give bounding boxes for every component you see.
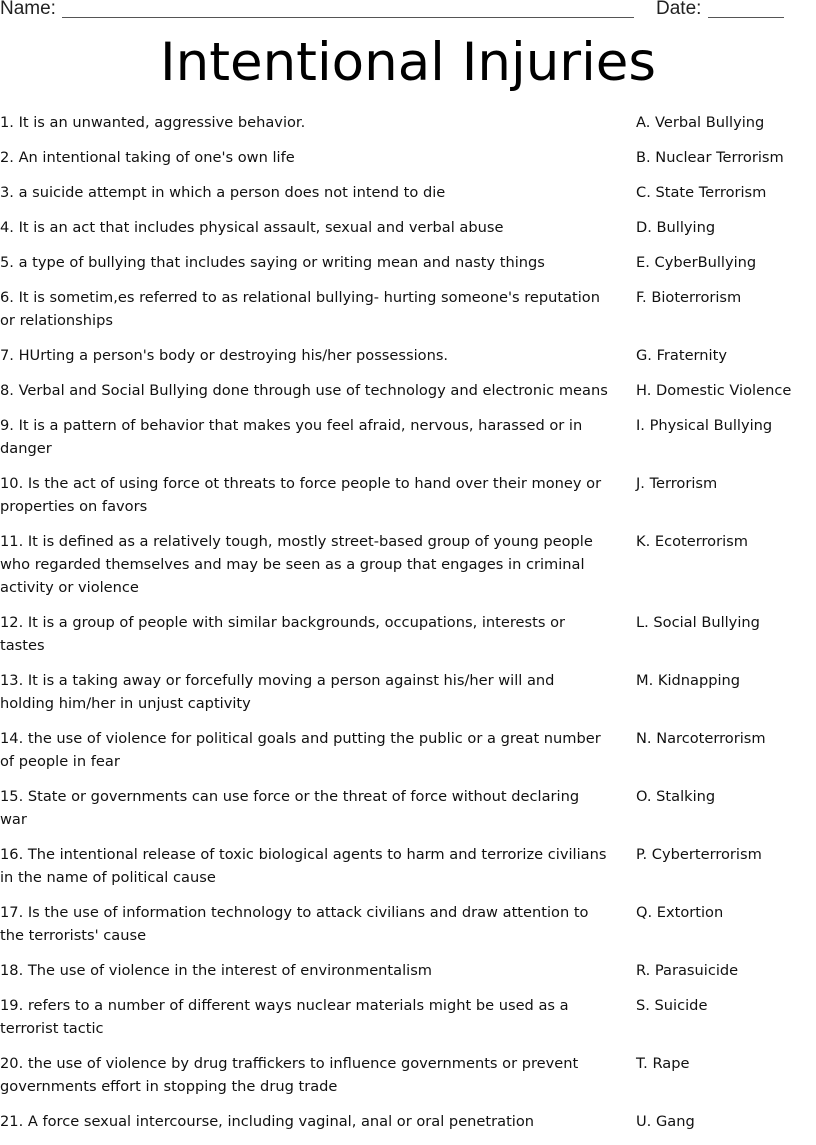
answer-option: A. Verbal Bullying <box>636 114 765 131</box>
answer-option: C. State Terrorism <box>636 184 767 201</box>
matching-row <box>0 472 816 530</box>
question-text: 4. It is an act that includes physical assault, sexual and verbal abuse <box>0 219 504 236</box>
answer-option: T. Rape <box>636 1055 690 1072</box>
matching-list <box>0 111 816 1145</box>
answer-option: O. Stalking <box>636 788 716 805</box>
matching-row <box>0 146 816 181</box>
matching-row <box>0 251 816 286</box>
answer-option: F. Bioterrorism <box>636 289 742 306</box>
question-text: 11. It is defined as a relatively tough, mostly street-based group of young people who regarded themselves and may be seen as a group that engages in criminal activity or violence <box>0 533 593 596</box>
matching-row <box>0 344 816 379</box>
question-text: 13. It is a taking away or forcefully moving a person against his/her will and holding him/her in unjust captivity <box>0 672 555 712</box>
question-text: 21. A force sexual intercourse, including vaginal, anal or oral penetration <box>0 1113 535 1130</box>
date-label: Date: <box>656 0 702 19</box>
matching-row <box>0 181 816 216</box>
matching-row <box>0 901 816 959</box>
worksheet-header <box>0 0 816 24</box>
answer-option: D. Bullying <box>636 219 716 236</box>
matching-row <box>0 785 816 843</box>
question-text: 7. HUrting a person's body or destroying his/her possessions. <box>0 347 449 364</box>
question-text: 19. refers to a number of different ways nuclear materials might be used as a terrorist tactic <box>0 997 569 1037</box>
matching-row <box>0 611 816 669</box>
answer-option: U. Gang <box>636 1113 695 1130</box>
answer-option: E. CyberBullying <box>636 254 757 271</box>
answer-option: L. Social Bullying <box>636 614 760 631</box>
question-text: 15. State or governments can use force or the threat of force without declaring war <box>0 788 580 828</box>
question-text: 18. The use of violence in the interest of environmentalism <box>0 962 433 979</box>
question-text: 6. It is sometim,es referred to as relational bullying- hurting someone's reputation or relationships <box>0 289 600 329</box>
answer-option: S. Suicide <box>636 997 708 1014</box>
question-text: 8. Verbal and Social Bullying done through use of technology and electronic means <box>0 382 608 399</box>
question-text: 16. The intentional release of toxic biological agents to harm and terrorize civilians in the name of political cause <box>0 846 607 886</box>
answer-option: P. Cyberterrorism <box>636 846 762 863</box>
answer-option: H. Domestic Violence <box>636 382 792 399</box>
answer-option: G. Fraternity <box>636 347 727 364</box>
question-text: 3. a suicide attempt in which a person does not intend to die <box>0 184 446 201</box>
answer-option: K. Ecoterrorism <box>636 533 748 550</box>
answer-option: Q. Extortion <box>636 904 724 921</box>
question-text: 14. the use of violence for political goals and putting the public or a great number of people in fear <box>0 730 601 770</box>
question-text: 10. Is the act of using force ot threats to force people to hand over their money or properties on favors <box>0 475 602 515</box>
question-text: 1. It is an unwanted, aggressive behavior. <box>0 114 306 131</box>
answer-option: N. Narcoterrorism <box>636 730 766 747</box>
matching-row <box>0 669 816 727</box>
answer-option: B. Nuclear Terrorism <box>636 149 784 166</box>
date-field[interactable] <box>708 17 784 18</box>
question-text: 20. the use of violence by drug traffickers to influence governments or prevent governments effort in stopping the drug trade <box>0 1055 579 1095</box>
matching-row <box>0 530 816 611</box>
matching-row <box>0 994 816 1052</box>
question-text: 9. It is a pattern of behavior that makes you feel afraid, nervous, harassed or in danger <box>0 417 583 457</box>
name-field[interactable] <box>62 17 634 18</box>
matching-row <box>0 1110 816 1145</box>
question-text: 12. It is a group of people with similar backgrounds, occupations, interests or tastes <box>0 614 566 654</box>
question-text: 17. Is the use of information technology to attack civilians and draw attention to the terrorists' cause <box>0 904 589 944</box>
matching-row <box>0 727 816 785</box>
matching-row <box>0 414 816 472</box>
matching-row <box>0 1052 816 1110</box>
question-text: 2. An intentional taking of one's own life <box>0 149 295 166</box>
matching-row <box>0 959 816 994</box>
page-title: Intentional Injuries <box>159 32 657 93</box>
question-text: 5. a type of bullying that includes saying or writing mean and nasty things <box>0 254 545 271</box>
matching-row <box>0 379 816 414</box>
matching-row <box>0 286 816 344</box>
name-label: Name: <box>0 0 56 19</box>
matching-row <box>0 216 816 251</box>
answer-option: R. Parasuicide <box>636 962 739 979</box>
answer-option: M. Kidnapping <box>636 672 741 689</box>
matching-row <box>0 843 816 901</box>
answer-option: I. Physical Bullying <box>636 417 773 434</box>
matching-row <box>0 111 816 146</box>
answer-option: J. Terrorism <box>636 475 718 492</box>
